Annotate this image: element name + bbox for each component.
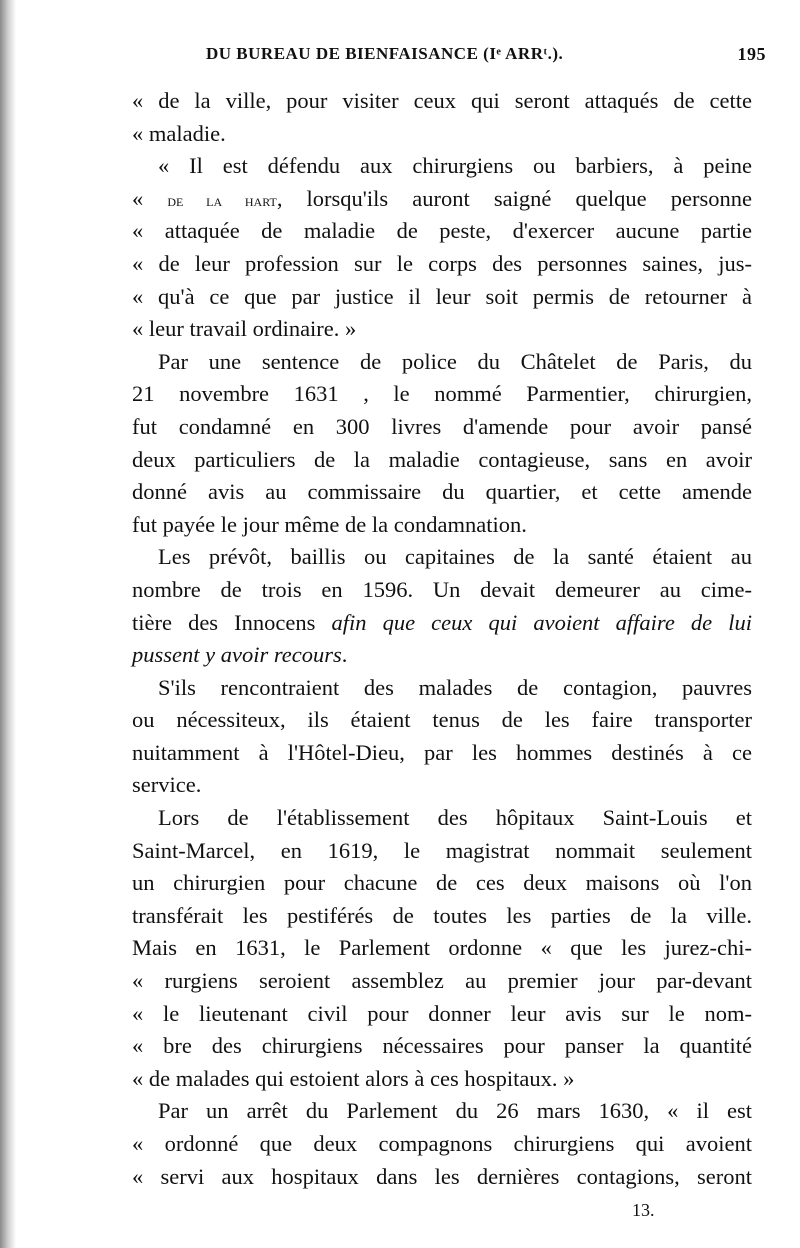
text-line: deux particuliers de la maladie contagieuse, sans en avoir <box>132 446 752 472</box>
text-line: « de leur profession sur le corps des personnes saines, jus- <box>132 250 752 276</box>
text-line: « maladie. <box>132 120 226 146</box>
text-line: 21 novembre 1631 , le nommé Parmentier, chirurgien, <box>132 381 752 407</box>
text-line: donné avis au commissaire du quartier, et cette amende <box>132 479 752 505</box>
text-line <box>132 183 752 216</box>
text-line: « attaquée de maladie de peste, d'exercer aucune partie <box>132 218 752 244</box>
text-line: transférait les pestiférés de toutes les parties de la ville. <box>132 902 752 928</box>
text-line: « ordonné que deux compagnons chirurgiens qui avoient <box>132 1131 752 1156</box>
text-line: « rurgiens seroient assemblez au premier jour par-devant <box>132 968 752 994</box>
text-line: « le lieutenant civil pour donner leur avis sur le nom- <box>132 1000 752 1026</box>
text-line: « de malades qui estoient alors à ces hospitaux. » <box>132 1065 575 1091</box>
text-segment: « <box>132 185 168 211</box>
text-line: fut condamné en 300 livres d'amende pour avoir pansé <box>132 413 752 439</box>
text-line: « bre des chirurgiens nécessaires pour panser la quantité <box>132 1033 752 1059</box>
text-line: « de la ville, pour visiter ceux qui seront attaqués de cette <box>132 88 752 113</box>
signature-mark: 13. <box>632 1200 655 1220</box>
small-caps-text: de la hart <box>167 190 277 210</box>
text-line: Lors de l'établissement des hôpitaux Saint-Louis et <box>158 805 752 831</box>
text-line <box>132 607 752 640</box>
text-line: nuitamment à l'Hôtel-Dieu, par les hommes destinés à ce <box>132 739 752 765</box>
text-segment: , lorsqu'ils auront saigné quelque personne <box>276 185 753 211</box>
text-line: S'ils rencontraient des malades de contagion, pauvres <box>158 674 752 700</box>
text-line: Par une sentence de police du Châtelet de Paris, du <box>158 348 752 374</box>
text-line: nombre de trois en 1596. Un devait demeurer au cime- <box>132 576 752 602</box>
text-line: service. <box>132 772 202 798</box>
text-line: « Il est défendu aux chirurgiens ou barbiers, à peine <box>158 153 752 179</box>
text-segment: tière des Innocens <box>132 609 332 635</box>
text-line <box>132 639 752 672</box>
page-gutter-shadow <box>0 0 16 1248</box>
text-line: Saint-Marcel, en 1619, le magistrat nommait seulement <box>132 837 752 863</box>
body-text <box>132 85 752 1193</box>
text-line: Mais en 1631, le Parlement ordonne « que les jurez-chi- <box>132 935 752 961</box>
text-line: fut payée le jour même de la condamnation. <box>132 511 527 537</box>
text-line: un chirurgien pour chacune de ces deux maisons où l'on <box>132 870 752 896</box>
text-line: « leur travail ordinaire. » <box>132 316 357 342</box>
italic-text: pussent y avoir recours <box>132 642 342 668</box>
page-number: 195 <box>737 44 766 64</box>
text-line: ou nécessiteux, ils étaient tenus de les faire transporter <box>132 707 752 733</box>
text-line: Les prévôt, baillis ou capitaines de la santé étaient au <box>158 544 752 570</box>
italic-text: afin que ceux qui avoient affaire de lui <box>331 609 752 635</box>
text-segment: . <box>341 642 348 668</box>
text-line: « servi aux hospitaux dans les dernières contagions, seront <box>132 1163 752 1189</box>
text-line: « qu'à ce que par justice il leur soit permis de retourner à <box>132 283 752 309</box>
running-title: DU BUREAU DE BIENFAISANCE (Iᵉ ARRᵗ.). <box>206 44 564 63</box>
text-line: Par un arrêt du Parlement du 26 mars 1630, « il est <box>158 1098 752 1124</box>
